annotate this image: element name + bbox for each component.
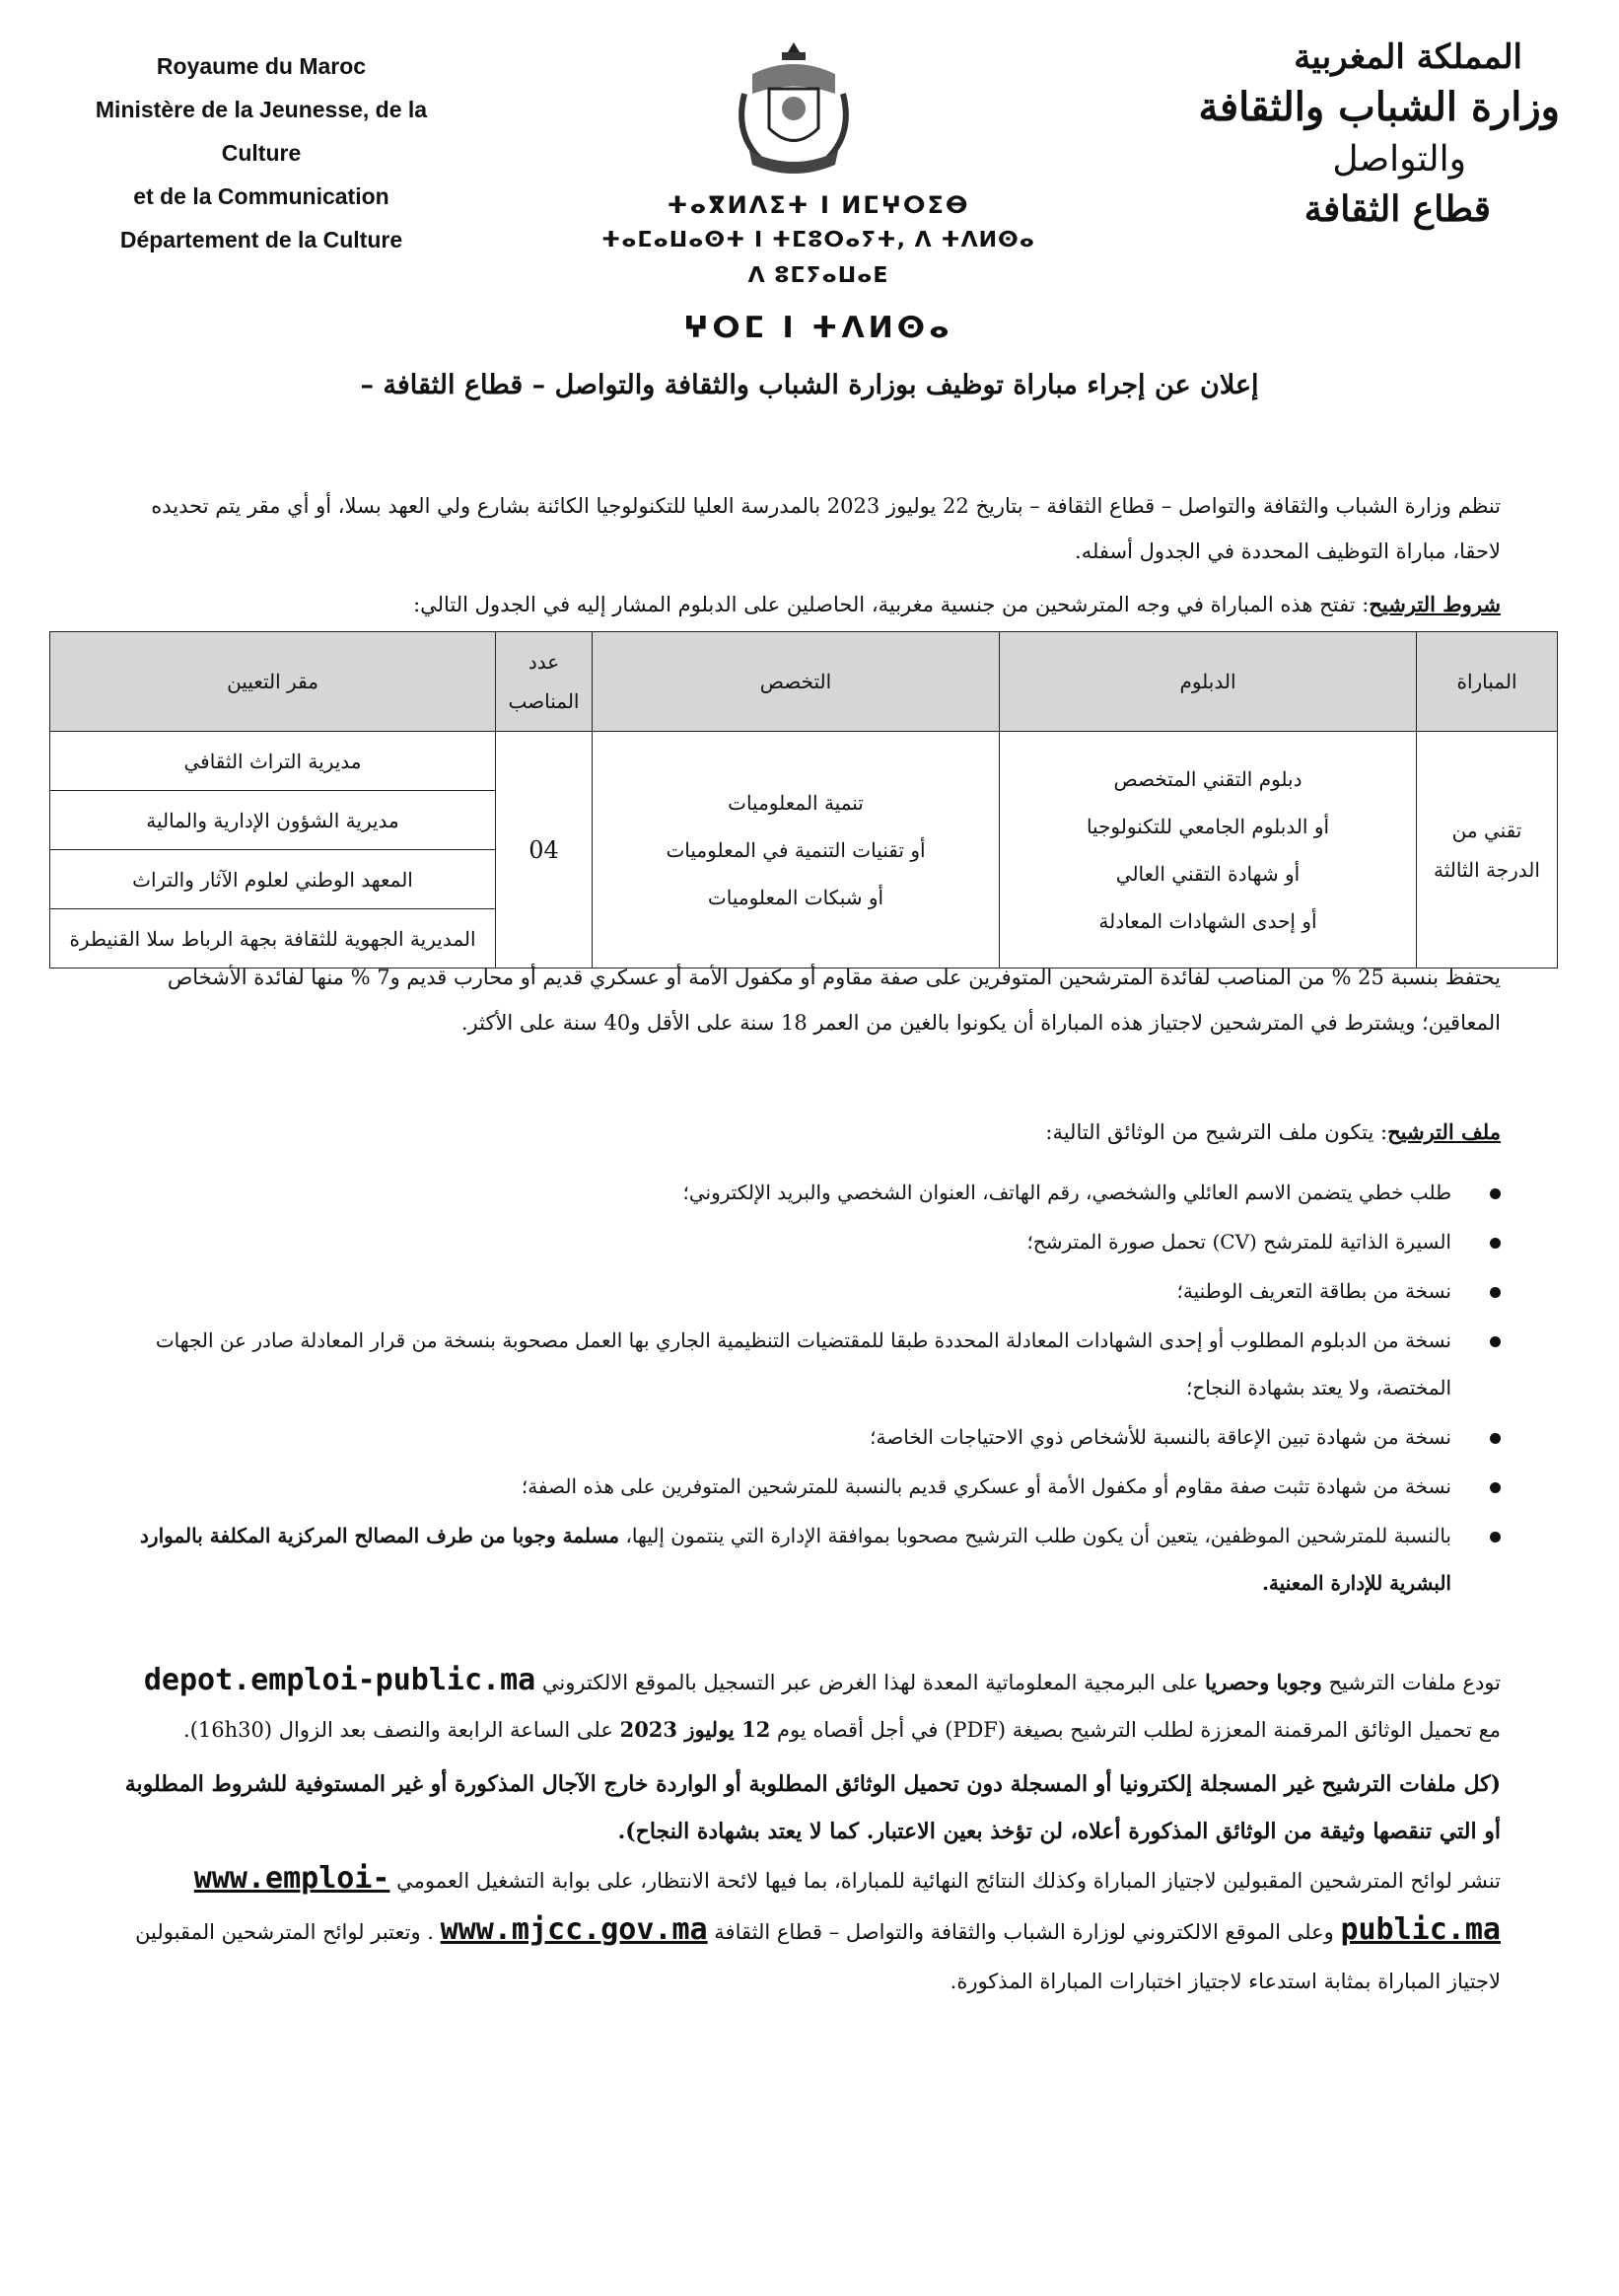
cell-location: المعهد الوطني لعلوم الآثار والتراث xyxy=(50,850,496,909)
header-french xyxy=(54,44,468,261)
warning-paragraph: (كل ملفات الترشيح غير المسجلة إلكترونيا أو المسجلة دون تحميل الوثائق المطلوبة أو الواردة خارج الآجال المذكورة أو غير المستوفية للشروط المطلوبة أو التي تنقصها وثيقة من الوثائق المذكورة أعلاه، لن تؤخذ بعين الاعتبار. كما لا يعتد بشهادة النجاح). xyxy=(124,1771,1501,1844)
cell-location: مديرية التراث الثقافي xyxy=(50,732,496,791)
list-item xyxy=(118,1267,1501,1315)
conditions-text: : تفتح هذه المباراة في وجه المترشحين من جنسية مغربية، الحاصلين على الدبلوم المشار إليه في الجدول التالي: xyxy=(413,593,1370,616)
header-fr-line: Ministère de la Jeunesse, de la Culture xyxy=(95,97,428,166)
list-item-bold: مسلمة وجوبا من طرف المصالح المركزية المكلفة بالموارد البشرية للإدارة المعنية. xyxy=(140,1524,1451,1595)
list-item xyxy=(118,1463,1501,1510)
header-ar-line: والتواصل xyxy=(1332,139,1466,179)
header-fr-line: Département de la Culture xyxy=(119,227,403,252)
col-count-line: عدد xyxy=(528,650,560,674)
list-item xyxy=(118,1218,1501,1265)
deposit-site-link[interactable]: depot.emploi-public.ma xyxy=(143,1663,536,1697)
quota-paragraph: يحتفظ بنسبة 25 % من المناصب لفائدة المترشحين المتوفرين على صفة مقاوم أو مكفول الأمة أو عسكري قديم أو محارب قديم و7 % منها لفائدة الأشخاص المعاقين؛ ويشترط في المترشحين لاجتياز هذه المباراة أن يكونوا بالغين من العمر 18 سنة على الأقل و40 سنة على الأكثر. xyxy=(167,966,1501,1035)
list-item-text: طلب خطي يتضمن الاسم العائلي والشخصي، رقم الهاتف، العنوان الشخصي والبريد الإلكتروني؛ xyxy=(682,1181,1451,1204)
cell-location: مديرية الشؤون الإدارية والمالية xyxy=(50,791,496,850)
cell-count: 04 xyxy=(496,732,593,969)
header-ar-line: قطاع الثقافة xyxy=(1303,188,1491,230)
deposit-text: مع xyxy=(1478,1718,1501,1742)
list-item xyxy=(118,1512,1501,1607)
employment-portal-link[interactable]: www.emploi-public.ma xyxy=(193,1861,1501,1947)
col-location: مقر التعيين xyxy=(50,632,496,732)
bullet-icon xyxy=(1490,1287,1501,1298)
coat-of-arms-icon xyxy=(725,35,863,182)
publish-text: . وتعتبر لوائح المترشحين المقبولين لاجتياز المباراة بمثابة استدعاء لاجتياز اختبارات المباراة المذكورة. xyxy=(135,1920,1501,1993)
deposit-text: تحميل الوثائق المرقمنة المعززة لطلب الترشيح بصيغة (PDF) في أجل أقصاه يوم xyxy=(777,1718,1472,1742)
col-diploma: الدبلوم xyxy=(1000,632,1417,732)
deposit-paragraph xyxy=(118,1657,1501,1754)
diploma-item: أو شهادة التقني العالي xyxy=(1115,861,1301,886)
deposit-deadline: 12 يوليوز 2023 xyxy=(619,1717,771,1742)
specialty-item: أو تقنيات التنمية في المعلوميات xyxy=(666,837,926,862)
list-item-text: السيرة الذاتية للمترشح (CV) تحمل صورة المترشح؛ xyxy=(1026,1230,1451,1254)
dossier-text: : يتكون ملف الترشيح من الوثائق التالية: xyxy=(1045,1120,1388,1144)
bullet-icon xyxy=(1490,1532,1501,1543)
cell-location: المديرية الجهوية للثقافة بجهة الرباط سلا القنيطرة xyxy=(50,909,496,969)
col-count-line: المناصب xyxy=(508,689,580,713)
header-fr-line: et de la Communication xyxy=(133,183,389,209)
header-tifinagh xyxy=(592,187,1045,353)
list-item xyxy=(118,1317,1501,1411)
cell-exam-line: تقني من xyxy=(1451,818,1522,842)
header-ar-line: وزارة الشباب والثقافة xyxy=(1198,84,1560,130)
tifinagh-line: ⵜⴰⴳⵍⴷⵉⵜ ⵏ ⵍⵎⵖⵔⵉⴱ xyxy=(667,191,970,219)
dossier-heading xyxy=(118,1110,1501,1155)
tifinagh-line: ⵖⵔⵎ ⵏ ⵜⴷⵍⵙⴰ xyxy=(683,311,953,345)
list-item-text: نسخة من بطاقة التعريف الوطنية؛ xyxy=(1176,1279,1451,1303)
bullet-icon xyxy=(1490,1482,1501,1493)
list-item xyxy=(118,1413,1501,1461)
col-exam: المباراة xyxy=(1417,632,1558,732)
conditions-label: شروط الترشيح xyxy=(1369,592,1501,616)
deposit-text: تودع ملفات الترشيح xyxy=(1328,1671,1501,1694)
cell-specialties xyxy=(593,732,1000,969)
cell-exam xyxy=(1417,732,1558,969)
ministry-site-link[interactable]: www.mjcc.gov.ma xyxy=(440,1912,708,1947)
positions-table xyxy=(49,631,1558,969)
tifinagh-line: ⵜⴰⵎⴰⵡⴰⵙⵜ ⵏ ⵜⵎⵓⵔⴰⵢⵜ, ⴷ ⵜⴷⵍⵙⴰ ⴷ ⵓⵎⵢⴰⵡⴰⴹ xyxy=(601,228,1035,288)
publish-paragraph xyxy=(118,1854,1501,2006)
cell-exam-line: الدرجة الثالثة xyxy=(1434,857,1540,882)
list-item-text: بالنسبة للمترشحين الموظفين، يتعين أن يكون طلب الترشيح مصحوبا بموافقة الإدارة التي ينتمون إليها، xyxy=(625,1524,1451,1547)
table-row xyxy=(50,732,1558,791)
header-ar-line: المملكة المغربية xyxy=(1294,37,1522,77)
intro-paragraph: تنظم وزارة الشباب والثقافة والتواصل – قطاع الثقافة – بتاريخ 22 يوليوز 2023 بالمدرسة العليا للتكنولوجيا الكائنة بشارع ولي العهد بسلا، أو أي مقر يتم تحديده لاحقا، مباراة التوظيف المحددة في الجدول أسفله. xyxy=(151,494,1501,563)
specialty-item: تنمية المعلوميات xyxy=(728,790,864,815)
diploma-item: أو الدبلوم الجامعي للتكنولوجيا xyxy=(1086,814,1330,838)
list-item-text: نسخة من شهادة تبين الإعاقة بالنسبة للأشخاص ذوي الاحتياجات الخاصة؛ xyxy=(870,1425,1451,1449)
list-item xyxy=(118,1169,1501,1216)
bullet-icon xyxy=(1490,1188,1501,1199)
header-fr-line: Royaume du Maroc xyxy=(156,53,367,79)
cell-diplomas xyxy=(1000,732,1417,969)
deposit-text: على البرمجية المعلوماتية المعدة لهذا الغرض عبر التسجيل بالموقع الالكتروني xyxy=(541,1671,1199,1694)
dossier-label: ملف الترشيح xyxy=(1387,1119,1501,1144)
conditions-paragraph xyxy=(49,582,1501,627)
header-arabic xyxy=(1096,35,1560,234)
list-item-text: نسخة من شهادة تثبت صفة مقاوم أو مكفول الأمة أو عسكري قديم بالنسبة للمترشحين المتوفرين على هذه الصفة؛ xyxy=(521,1474,1451,1498)
publish-text: وعلى الموقع الالكتروني لوزارة الشباب والثقافة والتواصل – قطاع الثقافة xyxy=(714,1920,1334,1944)
specialty-item: أو شبكات المعلوميات xyxy=(707,885,884,909)
announcement-title: إعلان عن إجراء مباراة توظيف بوزارة الشباب والثقافة والتواصل – قطاع الثقافة – xyxy=(360,370,1259,400)
table-header-row xyxy=(50,632,1558,732)
diploma-item: دبلوم التقني المتخصص xyxy=(1113,766,1302,791)
list-item-text: نسخة من الدبلوم المطلوب أو إحدى الشهادات المعادلة المحددة طبقا للمقتضيات التنظيمية الجاري بها العمل مصحوبة بنسخة من قرار المعادلة صادر عن الجهات المختصة، ولا يعتد بشهادة النجاح؛ xyxy=(155,1328,1451,1399)
diploma-item: أو إحدى الشهادات المعادلة xyxy=(1098,908,1317,933)
deposit-text: على الساعة الرابعة والنصف بعد الزوال (16h30). xyxy=(183,1718,613,1742)
bullet-icon xyxy=(1490,1238,1501,1249)
dossier-list xyxy=(118,1169,1501,1609)
col-specialty: التخصص xyxy=(593,632,1000,732)
deposit-emphasis: وجوبا وحصريا xyxy=(1205,1670,1322,1694)
publish-text: تنشر لوائح المترشحين المقبولين لاجتياز المباراة وكذلك النتائج النهائية للمباراة، بما فيها لائحة الانتظار، على بوابة التشغيل العمومي xyxy=(396,1869,1501,1893)
col-count xyxy=(496,632,593,732)
bullet-icon xyxy=(1490,1433,1501,1444)
bullet-icon xyxy=(1490,1336,1501,1347)
